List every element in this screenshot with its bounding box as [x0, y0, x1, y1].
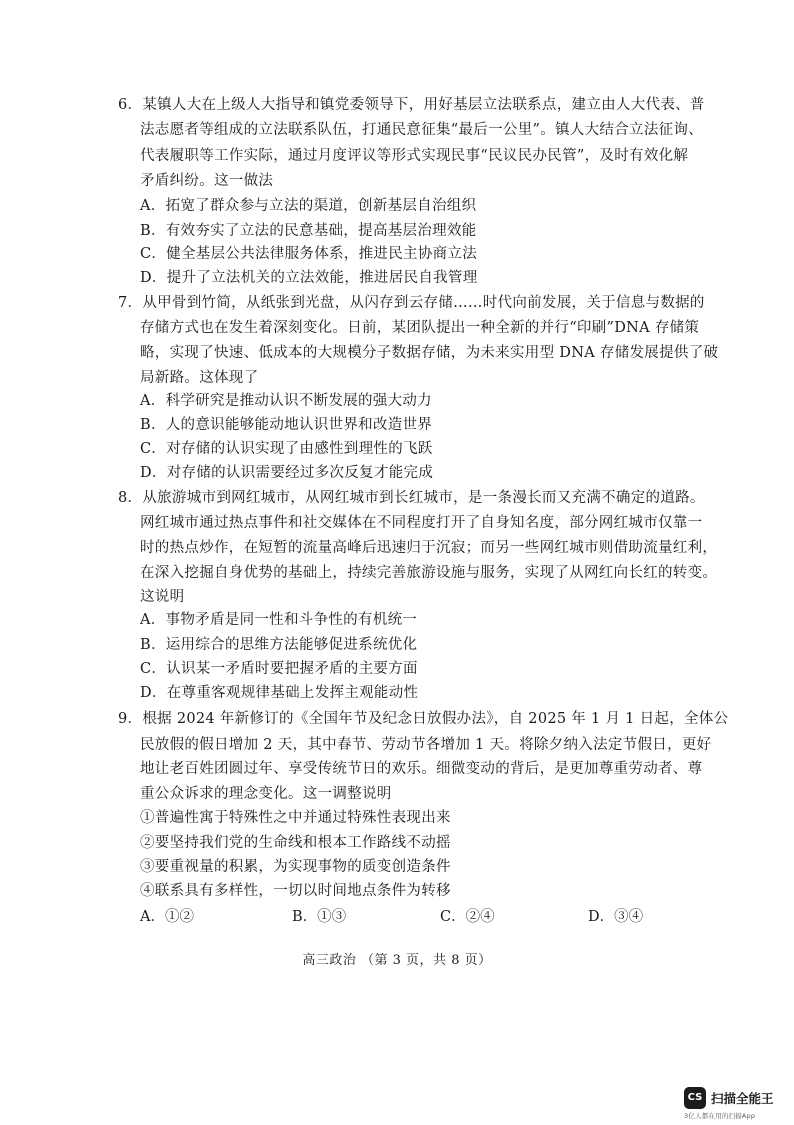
question-stem-line: 7．从甲骨到竹简，从纸张到光盘，从闪存到云存储……时代向前发展，关于信息与数据的: [118, 295, 705, 311]
question-stem-line: 6．某镇人大在上级人大指导和镇党委领导下，用好基层立法联系点，建立由人大代表、普: [118, 97, 705, 113]
question-stem-line: 地让老百姓团圆过年、享受传统节日的欢乐。细微变动的背后，是更加尊重劳动者、尊: [140, 761, 703, 777]
question-stem-line: 9．根据 2024 年新修订的《全国年节及纪念日放假办法》，自 2025 年 1 月 1 日起，全体公: [118, 711, 729, 727]
watermark-tagline: 3亿人都在用的扫描App: [684, 1112, 756, 1120]
statement-3: ③要重视量的积累，为实现事物的质变创造条件: [140, 859, 451, 875]
question-stem-line: 代表履职等工作实际，通过月度评议等形式实现民事“民议民办民管”，及时有效化解: [140, 148, 689, 164]
option-b: B．运用综合的思维方法能够促进系统优化: [140, 637, 418, 653]
question-stem-line: 这说明: [140, 589, 185, 605]
question-stem-line: 民放假的假日增加 2 天，其中春节、劳动节各增加 1 天。将除夕纳入法定节假日，更好: [140, 737, 712, 753]
option-b: B．人的意识能够能动地认识世界和改造世界: [140, 417, 433, 433]
statement-2: ②要坚持我们党的生命线和根本工作路线不动摇: [140, 835, 451, 851]
question-stem-line: 重公众诉求的理念变化。这一调整说明: [140, 786, 392, 802]
camscanner-logo-icon: CS: [684, 1087, 706, 1109]
option-d: D．对存储的认识需要经过多次反复才能完成: [140, 465, 434, 481]
option-c: C．认识某一矛盾时要把握矛盾的主要方面: [140, 661, 418, 677]
question-stem-line: 时的热点炒作，在短暂的流量高峰后迅速归于沉寂；而另一些网红城市则借助流量红利，: [140, 540, 718, 556]
option-b: B．①③: [292, 909, 347, 925]
statement-1: ①普遍性寓于特殊性之中并通过特殊性表现出来: [140, 810, 451, 826]
question-stem-line: 存储方式也在发生着深刻变化。日前，某团队提出一种全新的并行“印刷”DNA 存储策: [140, 320, 700, 336]
option-b: B．有效夯实了立法的民意基础，提高基层治理效能: [140, 223, 477, 239]
option-c: C．②④: [440, 909, 495, 925]
option-a: A．科学研究是推动认识不断发展的强大动力: [140, 393, 432, 409]
question-stem-line: 矛盾纠纷。这一做法: [140, 173, 274, 189]
option-a: A．①②: [140, 909, 194, 925]
option-c: C．健全基层公共法律服务体系，推进民主协商立法: [140, 246, 477, 262]
option-d: D．在尊重客观规律基础上发挥主观能动性: [140, 685, 419, 701]
question-stem-line: 8．从旅游城市到网红城市，从网红城市到长红城市，是一条漫长而又充满不确定的道路。: [118, 490, 705, 506]
option-d: D．提升了立法机关的立法效能，推进居民自我管理: [140, 270, 478, 286]
option-a: A．事物矛盾是同一性和斗争性的有机统一: [140, 612, 418, 628]
scanner-watermark: [684, 1087, 790, 1119]
question-stem-line: 略，实现了快速、低成本的大规模分子数据存储，为未来实用型 DNA 存储发展提供了破: [140, 345, 719, 361]
question-stem-line: 网红城市通过热点事件和社交媒体在不同程度打开了自身知名度，部分网红城市仅靠一: [140, 515, 703, 531]
question-stem-line: 在深入挖掘自身优势的基础上，持续完善旅游设施与服务，实现了从网红向长红的转变。: [140, 565, 718, 581]
option-a: A．拓宽了群众参与立法的渠道，创新基层自治组织: [140, 198, 477, 214]
option-c: C．对存储的认识实现了由感性到理性的飞跃: [140, 441, 433, 457]
question-stem-line: 法志愿者等组成的立法联系队伍，打通民意征集“最后一公里”。镇人大结合立法征询、: [140, 122, 704, 138]
watermark-app-name: 扫描全能王: [711, 1091, 774, 1106]
option-d: D．③④: [588, 909, 644, 925]
page-footer: 高三政治 （第 3 页，共 8 页）: [302, 953, 492, 968]
statement-4: ④联系具有多样性，一切以时间地点条件为转移: [140, 883, 451, 899]
question-stem-line: 局新路。这体现了: [140, 370, 259, 386]
